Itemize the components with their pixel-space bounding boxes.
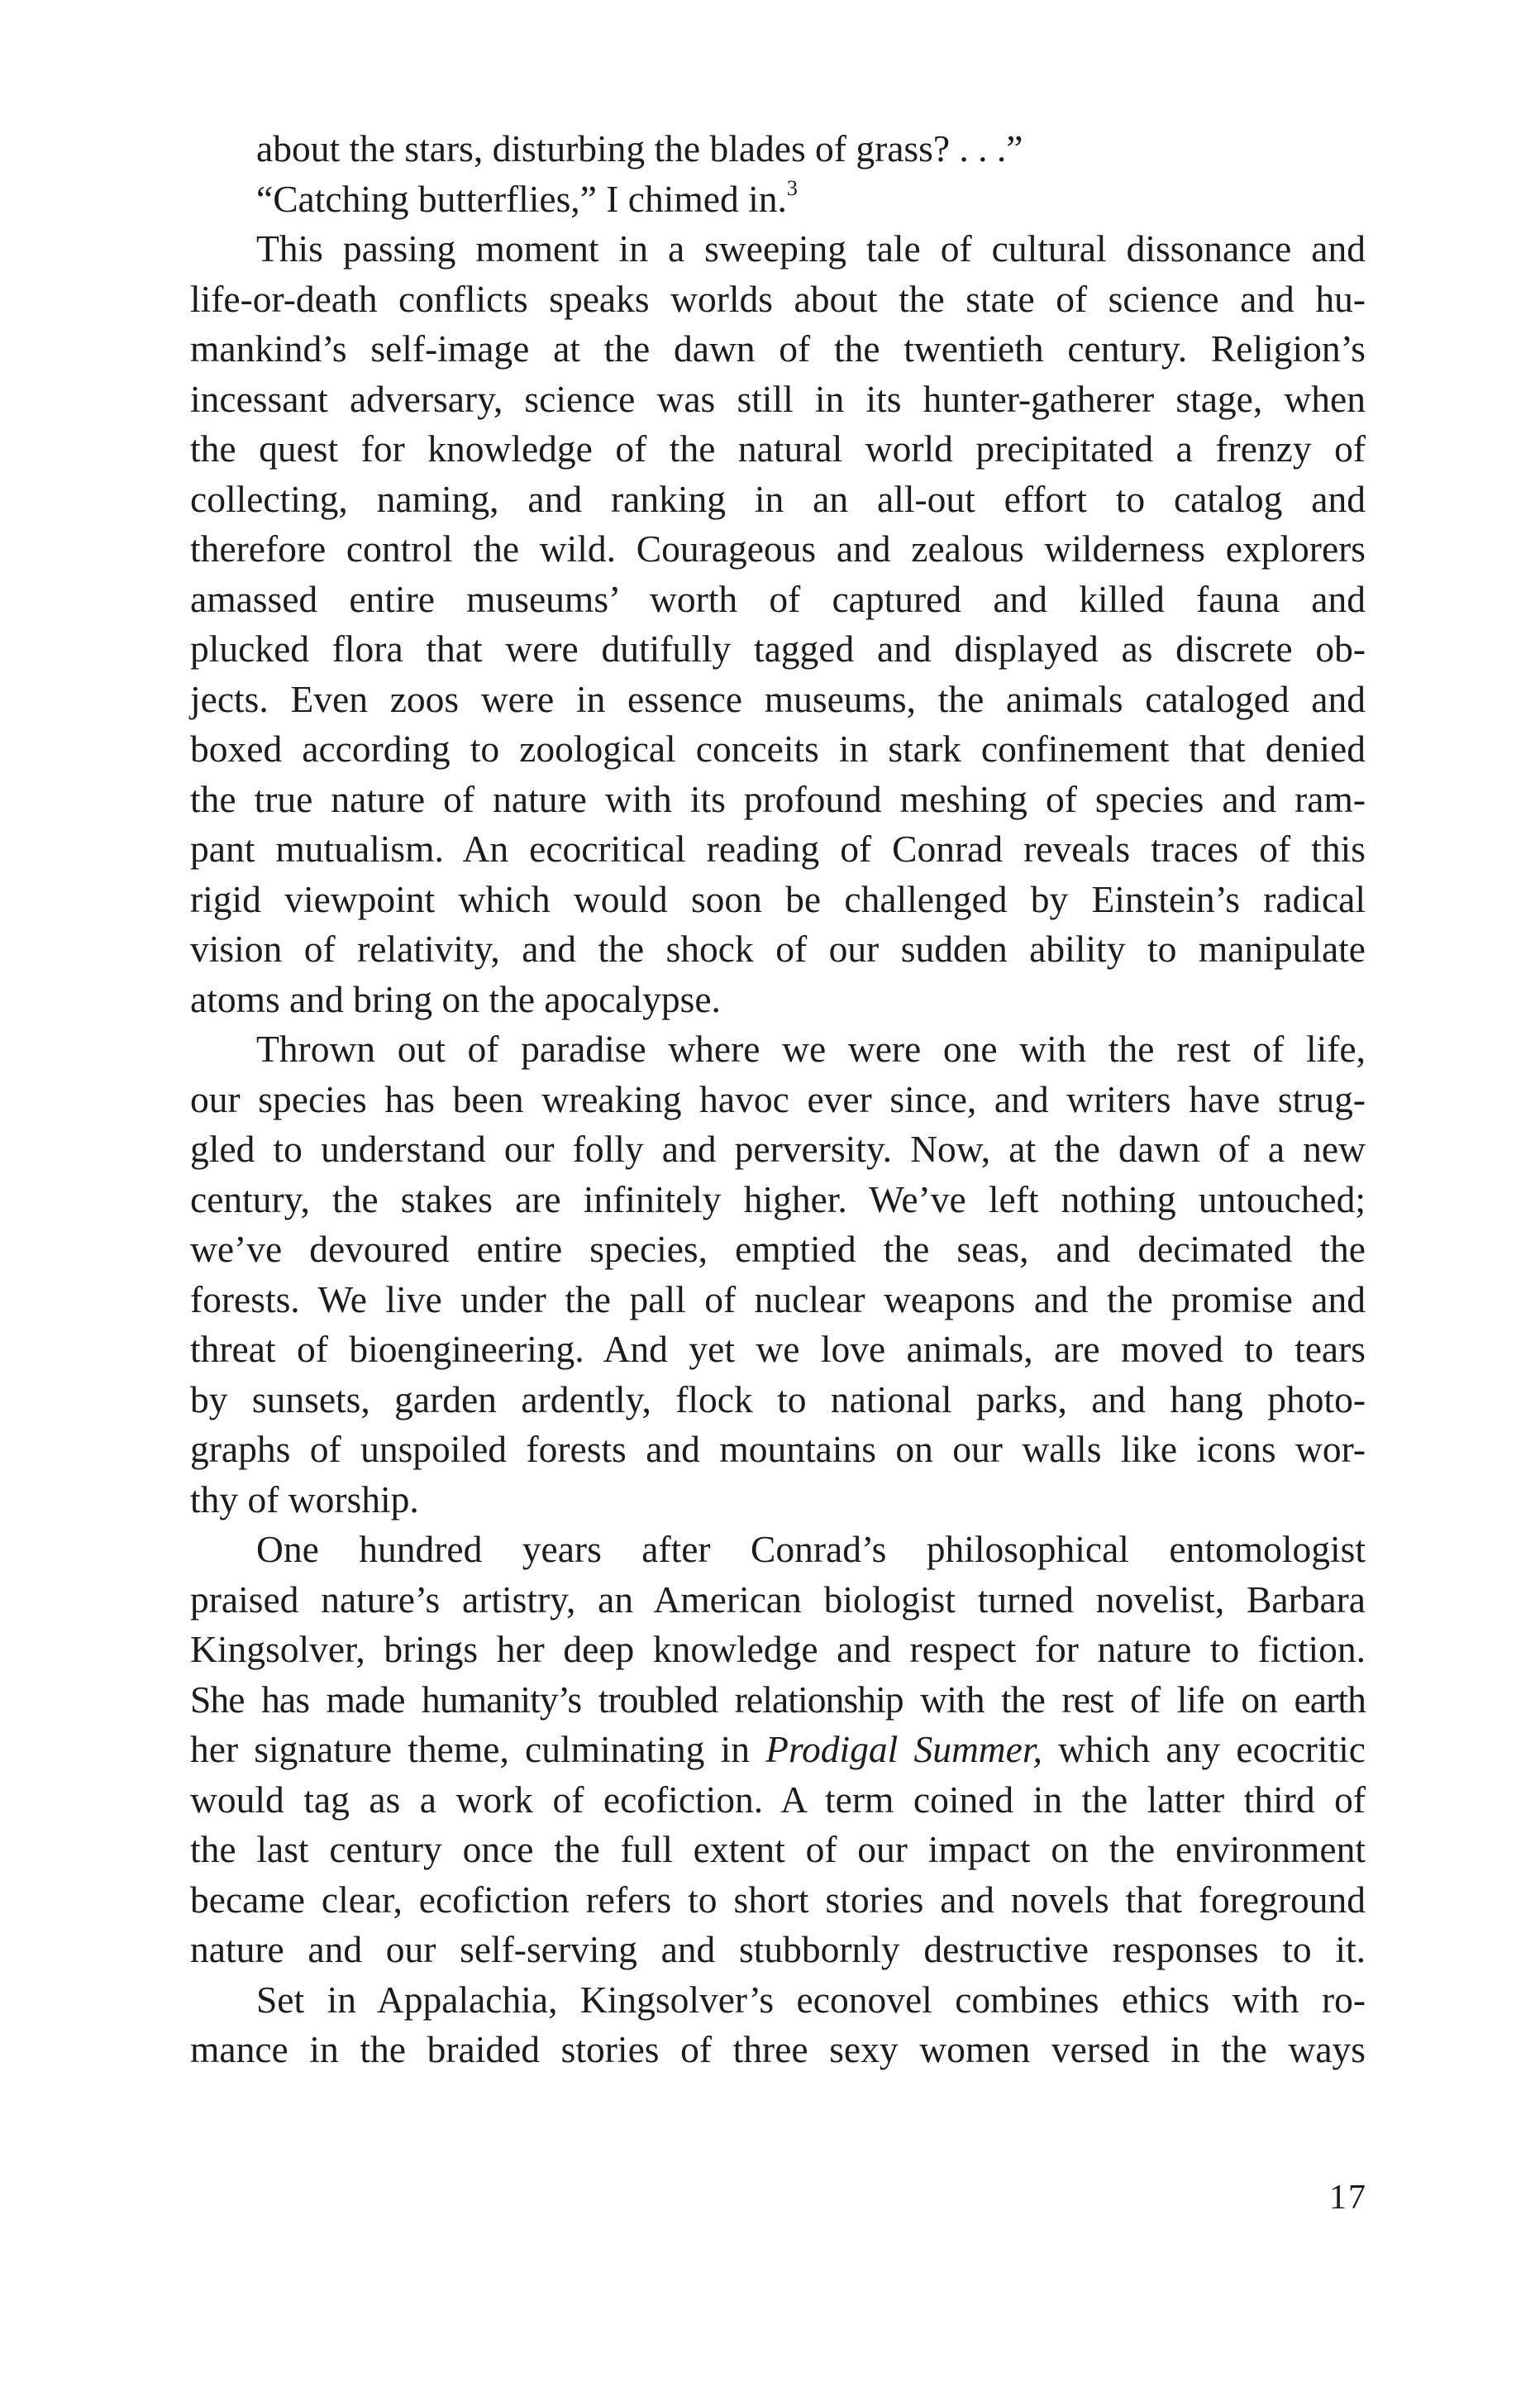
paragraph-first-line: One hundred years after Conrad’s philosophical entomologist [256,1528,1366,1570]
text-line: praised nature’s artistry, an American biologist turned novelist, Barbara [190,1578,1366,1621]
text-line: the quest for knowledge of the natural world precipitated a frenzy of [190,427,1366,470]
page-number: 17 [1329,2179,1367,2217]
text-line [190,174,1366,225]
paragraph-first-line: This passing moment in a sweeping tale of cultural dissonance and [256,227,1366,270]
text-line: the true nature of nature with its profound meshing of species and ram- [190,777,1366,820]
text-line: mance in the braided stories of three sexy women versed in the ways [190,2028,1366,2070]
text-line: became clear, ecofiction refers to short stories and novels that foreground [190,1878,1366,1921]
text-line: boxed according to zoological conceits in stark confinement that denied [190,728,1366,770]
paragraph-last-line: nature and our self-serving and stubbornly destructive responses to it. [190,1928,1366,1970]
text-line: gled to understand our folly and perversity. Now, at the dawn of a new [190,1128,1366,1170]
text-line: incessant adversary, science was still in its hunter-gatherer stage, when [190,377,1366,420]
book-title: Prodigal Summer, [765,1728,1042,1770]
text-line: we’ve devoured entire species, emptied the seas, and decimated the [190,1228,1366,1270]
text-line: pant mutualism. An ecocritical reading of Conrad reveals traces of this [190,828,1366,870]
text-line [190,1725,1366,1775]
text-line: our species has been wreaking havoc ever since, and writers have strug- [190,1077,1366,1120]
text-line: Kingsolver, brings her deep knowledge and respect for nature to fiction. [190,1628,1366,1670]
text-line: rigid viewpoint which would soon be challenged by Einstein’s radical [190,877,1366,920]
text-line: life-or-death conflicts speaks worlds about the state of science and hu- [190,277,1366,320]
text-line: would tag as a work of ecofiction. A term coined in the latter third of [190,1778,1366,1821]
footnote-marker: 3 [786,175,798,200]
text-line: forests. We live under the pall of nuclear weapons and the promise and [190,1277,1366,1320]
text-line: jects. Even zoos were in essence museums, the animals cataloged and [190,677,1366,720]
text-line: century, the stakes are infinitely higher. We’ve left nothing untouched; [190,1177,1366,1220]
text-line: by sunsets, garden ardently, flock to national parks, and hang photo- [190,1377,1366,1420]
body-text [190,124,1366,2075]
paragraph-last-line: thy of worship. [190,1477,419,1520]
text-line: threat of bioengineering. And yet we love animals, are moved to tears [190,1328,1366,1370]
paragraph-first-line: Thrown out of paradise where we were one with the rest of life, [256,1028,1366,1070]
text-line: the last century once the full extent of our impact on the environment [190,1828,1366,1870]
text-line: graphs of unspoiled forests and mountains on our walls like icons wor- [190,1428,1366,1470]
paragraph-first-line: Set in Appalachia, Kingsolver’s econovel combines ethics with ro- [256,1978,1366,2021]
line-text: her signature theme, culminating in [190,1728,766,1770]
text-line: She has made humanity’s troubled relationship with the rest of life on earth [190,1678,1366,1721]
line-text: “Catching butterflies,” I chimed in. [256,177,787,220]
text-line: therefore control the wild. Courageous and zealous wilderness explorers [190,528,1366,570]
text-line: collecting, naming, and ranking in an all-out effort to catalog and [190,477,1366,520]
text-line: plucked flora that were dutifully tagged and displayed as discrete ob- [190,628,1366,670]
text-line: mankind’s self-image at the dawn of the twentieth century. Religion’s [190,327,1366,370]
text-line: vision of relativity, and the shock of our sudden ability to manipulate [190,928,1366,970]
text-line: amassed entire museums’ worth of captured and killed fauna and [190,577,1366,620]
line-text: which any ecocritic [1042,1728,1366,1770]
paragraph-last-line: atoms and bring on the apocalypse. [190,977,721,1020]
text-line: about the stars, disturbing the blades of grass? . . .” [256,127,1023,169]
